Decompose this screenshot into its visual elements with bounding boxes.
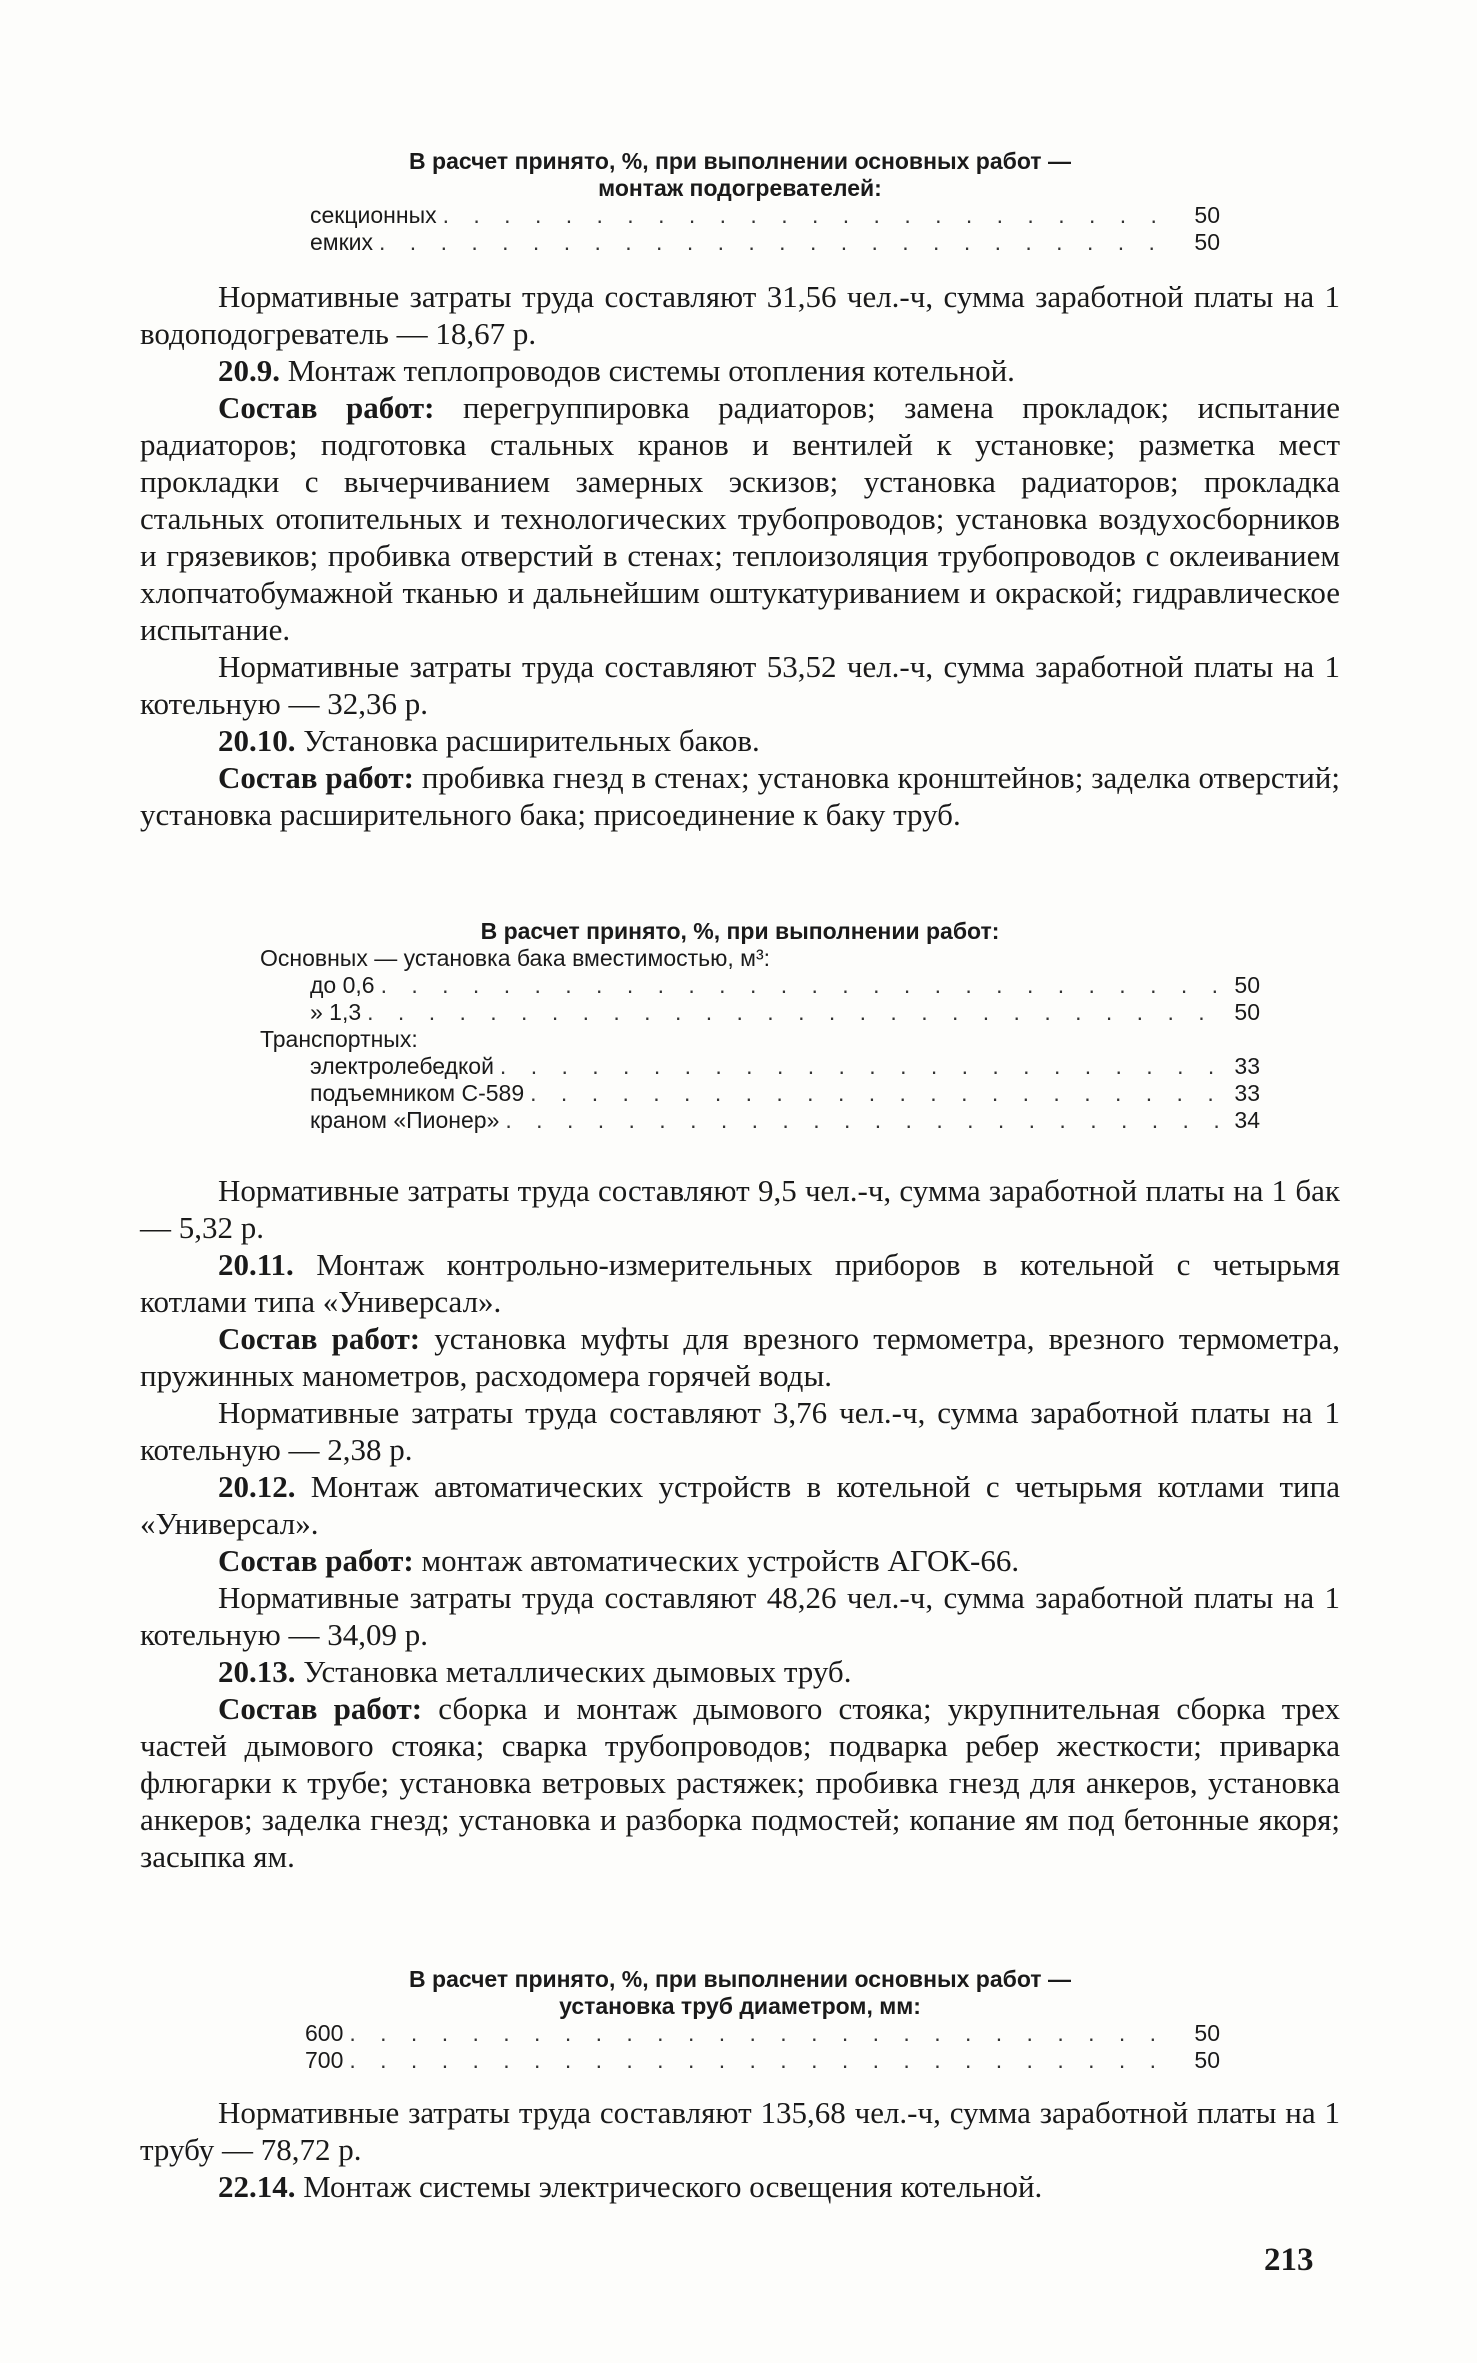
page-number: 213 xyxy=(1264,2242,1314,2278)
section-heading: 22.14. Монтаж системы электрического освещения котельной. xyxy=(218,2169,1043,2204)
main-text-1 xyxy=(140,278,1340,833)
norm-paragraph: Нормативные затраты труда составляют 135,68 чел.-ч, сумма заработной платы на 1 трубу — 78,72 р. xyxy=(140,2095,1340,2167)
norm-paragraph: Нормативные затраты труда составляют 9,5 чел.-ч, сумма заработной платы на 1 бак — 5,32 р. xyxy=(140,1173,1340,1245)
composition-paragraph: Состав работ: установка муфты для врезного термометра, врезного термометра, пружинных манометров, расходомера горячей воды. xyxy=(140,1321,1340,1393)
composition-paragraph: Состав работ: монтаж автоматических устройств АГОК-66. xyxy=(218,1543,1020,1578)
section-heading: 20.12. Монтаж автоматических устройств в котельной с четырьмя котлами типа «Универсал». xyxy=(140,1469,1340,1541)
calc-row: 700 . . . 50 xyxy=(305,2047,1220,2074)
calc-row: емких . . . 50 xyxy=(310,229,1220,256)
calc-header-line: установка труб диаметром, мм: xyxy=(559,1993,921,2019)
composition-paragraph: Состав работ: сборка и монтаж дымового стояка; укрупнительная сборка трех частей дымового стояка; сварка трубопроводов; подварка ребер жесткости; приварка флюгарки к трубе; установка ветровых растяжек; пробивка гнезд для анкеров, установка анкеров; заделка гнезд; установка и разборка подмостей; копание ям под бетонные якоря; засыпка ям. xyxy=(140,1691,1340,1874)
norm-paragraph: Нормативные затраты труда составляют 31,56 чел.-ч, сумма заработной платы на 1 водоподогреватель — 18,67 р. xyxy=(140,279,1340,351)
calc-row: краном «Пионер» . . . 34 xyxy=(310,1107,1260,1134)
calc-row: электролебедкой . . . 33 xyxy=(310,1053,1260,1080)
calc-row: подъемником С-589 . . . 33 xyxy=(310,1080,1260,1107)
calc-block-tanks xyxy=(140,918,1340,1134)
section-heading: 20.9. Монтаж теплопроводов системы отопления котельной. xyxy=(218,353,1015,388)
calc-header-line: В расчет принято, %, при выполнении основных работ — xyxy=(409,1966,1071,1992)
norm-paragraph: Нормативные затраты труда составляют 53,52 чел.-ч, сумма заработной платы на 1 котельную — 32,36 р. xyxy=(140,649,1340,721)
calc-block-pipes xyxy=(140,1966,1340,2074)
main-text-2 xyxy=(140,1172,1340,1875)
calc-row: до 0,6 . . . 50 xyxy=(310,972,1260,999)
composition-paragraph: Состав работ: перегруппировка радиаторов; замена прокладок; испытание радиаторов; подготовка стальных кранов и вентилей к установке; разметка мест прокладки с вычерчиванием замерных эскизов; установка радиаторов; прокладка стальных отопительных и технологических трубопроводов; установка воздухосборников и грязевиков; пробивка отверстий в стенах; теплоизоляция трубопроводов с оклеиванием хлопчатобумажной тканью и дальнейшим оштукатуриванием и окраской; гидравлическое испытание. xyxy=(140,390,1341,647)
composition-paragraph: Состав работ: пробивка гнезд в стенах; установка кронштейнов; заделка отверстий; установка расширительного бака; присоединение к баку труб. xyxy=(140,760,1340,832)
calc-row: секционных . . . 50 xyxy=(310,202,1220,229)
calc-block-heaters xyxy=(140,148,1340,256)
section-heading: 20.10. Установка расширительных баков. xyxy=(218,723,760,758)
main-text-3 xyxy=(140,2094,1340,2205)
calc-header-line: монтаж подогревателей: xyxy=(598,175,882,201)
calc-row: 600 . . . 50 xyxy=(305,2020,1220,2047)
calc-row: » 1,3 . . . 50 xyxy=(310,999,1260,1026)
calc-subheader: Транспортных: xyxy=(260,1026,418,1052)
section-heading: 20.11. Монтаж контрольно-измерительных приборов в котельной с четырьмя котлами типа «Универсал». xyxy=(140,1247,1340,1319)
section-heading: 20.13. Установка металлических дымовых труб. xyxy=(218,1654,852,1689)
calc-header-line: В расчет принято, %, при выполнении работ: xyxy=(480,918,1000,944)
norm-paragraph: Нормативные затраты труда составляют 3,76 чел.-ч, сумма заработной платы на 1 котельную — 2,38 р. xyxy=(140,1395,1340,1467)
calc-header-line: В расчет принято, %, при выполнении основных работ — xyxy=(409,148,1071,174)
norm-paragraph: Нормативные затраты труда составляют 48,26 чел.-ч, сумма заработной платы на 1 котельную — 34,09 р. xyxy=(140,1580,1340,1652)
calc-subheader: Основных — установка бака вместимостью, м³: xyxy=(260,945,771,971)
